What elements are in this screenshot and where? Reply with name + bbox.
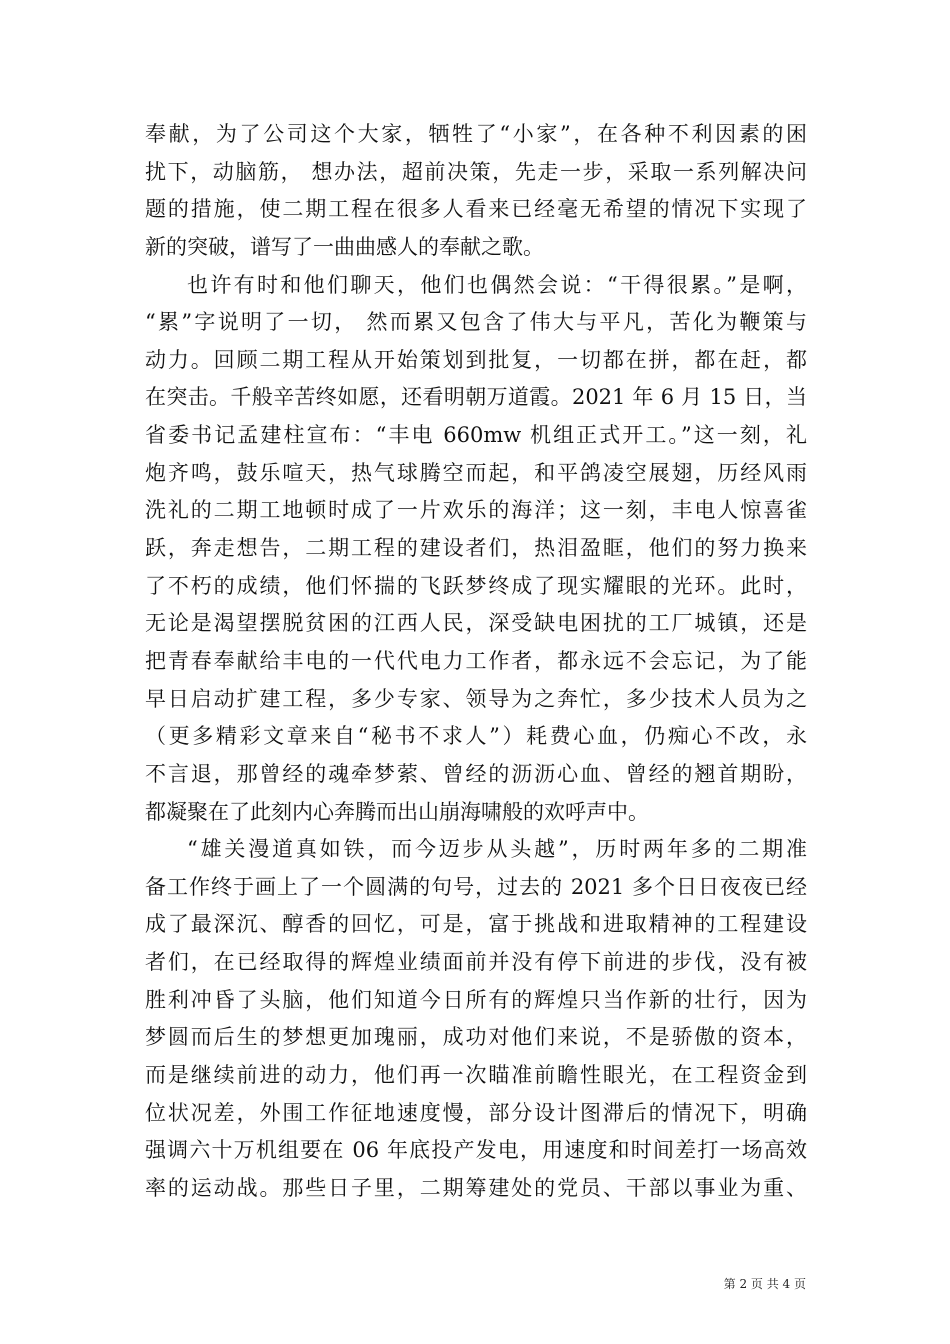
- text-line: 备工作终于画上了一个圆满的句号，过去的 2021 多个日日夜夜已经: [145, 874, 807, 899]
- text-line: “雄关漫道真如铁，而今迈步从头越”，历时两年多的二期准: [187, 837, 807, 862]
- text-line: 题的措施，使二期工程在很多人看来已经毫无希望的情况下实现了: [145, 197, 807, 222]
- text-line: 率的运动战。那些日子里，二期筹建处的党员、干部以事业为重、: [145, 1175, 807, 1200]
- text-line: 胜利冲昏了头脑，他们知道今日所有的辉煌只当作新的壮行，因为: [145, 987, 807, 1012]
- text-line: 梦圆而后生的梦想更加瑰丽，成功对他们来说，不是骄傲的资本，: [145, 1025, 807, 1050]
- text-line: 也许有时和他们聊天，他们也偶然会说：“干得很累。”是啊，: [187, 272, 807, 297]
- text-line: 都凝聚在了此刻内心奔腾而出山崩海啸般的欢呼声中。: [145, 799, 649, 824]
- text-line: 无论是渴望摆脱贫困的江西人民，深受缺电困扰的工厂城镇，还是: [145, 611, 807, 636]
- text-line: “累”字说明了一切， 然而累又包含了伟大与平凡，苦化为鞭策与: [145, 310, 807, 335]
- text-line: （更多精彩文章来自“秘书不求人”）耗费心血，仍痴心不改，永: [145, 724, 807, 749]
- text-line: 而是继续前进的动力，他们再一次瞄准前瞻性眼光，在工程资金到: [145, 1063, 807, 1088]
- paragraph-2: [145, 267, 807, 832]
- text-line: 跃，奔走想告，二期工程的建设者们，热泪盈眶，他们的努力换来: [145, 536, 807, 561]
- paragraph-1: [145, 116, 807, 267]
- text-line: 洗礼的二期工地顿时成了一片欢乐的海洋；这一刻，丰电人惊喜雀: [145, 498, 807, 523]
- text-line: 省委书记孟建柱宣布：“丰电 660mw 机组正式开工。”这一刻，礼: [145, 423, 807, 448]
- text-line: 者们，在已经取得的辉煌业绩面前并没有停下前进的步伐，没有被: [145, 950, 807, 975]
- text-line: 成了最深沉、醇香的回忆，可是，富于挑战和进取精神的工程建设: [145, 912, 807, 937]
- body-text: [145, 116, 807, 1208]
- text-line: 新的突破，谱写了一曲曲感人的奉献之歌。: [145, 234, 544, 259]
- text-line: 强调六十万机组要在 06 年底投产发电，用速度和时间差打一场高效: [145, 1138, 807, 1163]
- text-line: 奉献，为了公司这个大家，牺牲了“小家”，在各种不利因素的困: [145, 122, 807, 146]
- text-line: 扰下，动脑筋， 想办法，超前决策，先走一步，采取一系列解决问: [145, 159, 807, 184]
- text-line: 把青春奉献给丰电的一代代电力工作者，都永远不会忘记，为了能: [145, 648, 807, 673]
- text-line: 在突击。千般辛苦终如愿，还看明朝万道霞。2021 年 6 月 15 日，当: [145, 385, 807, 410]
- text-line: 不言退，那曾经的魂牵梦萦、曾经的沥沥心血、曾经的翘首期盼，: [145, 761, 807, 786]
- text-line: 炮齐鸣，鼓乐喧天，热气球腾空而起，和平鸽凌空展翅，历经风雨: [145, 460, 807, 485]
- paragraph-3: [145, 831, 807, 1207]
- text-line: 早日启动扩建工程，多少专家、领导为之奔忙，多少技术人员为之: [145, 686, 807, 711]
- text-line: 位状况差，外围工作征地速度慢，部分设计图滞后的情况下，明确: [145, 1100, 807, 1125]
- text-line: 动力。回顾二期工程从开始策划到批复，一切都在拼，都在赶，都: [145, 347, 807, 372]
- page-number: 第 2 页 共 4 页: [723, 1277, 806, 1291]
- text-line: 了不朽的成绩，他们怀揣的飞跃梦终成了现实耀眼的光环。此时，: [145, 573, 807, 598]
